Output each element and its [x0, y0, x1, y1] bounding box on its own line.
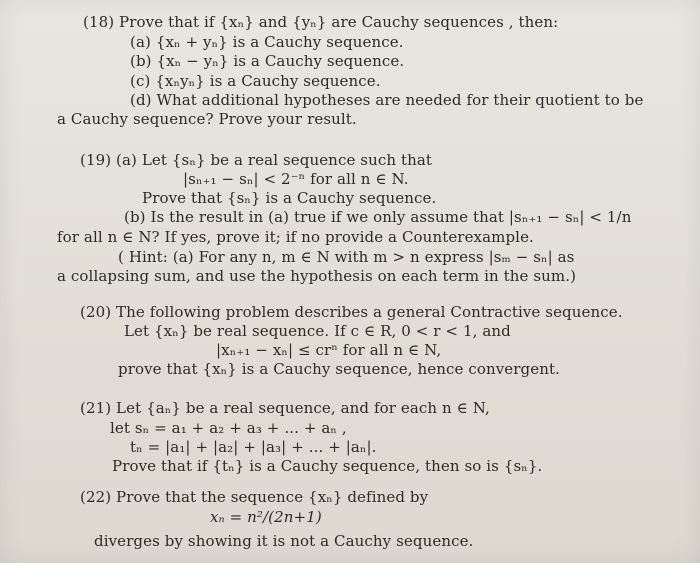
problem-20-line-4: prove that {xₙ} is a Cauchy sequence, hence convergent. — [118, 360, 560, 378]
problem-21-line-4: Prove that if {tₙ} is a Cauchy sequence, then so is {sₙ}. — [112, 457, 543, 475]
problem-18-line-2: (a) {xₙ + yₙ} is a Cauchy sequence. — [130, 33, 404, 51]
problem-18-line-5: (d) What additional hypotheses are needed for their quotient to be — [130, 91, 644, 109]
problem-19-line-5: for all n ∈ N? If yes, prove it; if no provide a Counterexample. — [57, 228, 534, 246]
problem-20-line-1: (20) The following problem describes a general Contractive sequence. — [80, 303, 623, 321]
problem-19-line-7: a collapsing sum, and use the hypothesis on each term in the sum.) — [57, 267, 577, 285]
problem-18-line-3: (b) {xₙ − yₙ} is a Cauchy sequence. — [130, 52, 405, 70]
problem-19-line-4: (b) Is the result in (a) true if we only assume that |sₙ₊₁ − sₙ| < 1/n — [124, 208, 632, 226]
problem-22-line-1: (22) Prove that the sequence {xₙ} defined by — [80, 488, 429, 506]
problem-22-formula: xₙ = n²/(2n+1) — [210, 508, 322, 526]
problem-19-line-6: ( Hint: (a) For any n, m ∈ N with m > n express |sₘ − sₙ| as — [118, 248, 575, 266]
problem-21-line-2: let sₙ = a₁ + a₂ + a₃ + ... + aₙ , — [110, 419, 347, 437]
problem-20-line-2: Let {xₙ} be real sequence. If c ∈ R, 0 < r < 1, and — [124, 322, 511, 340]
problem-18-line-6: a Cauchy sequence? Prove your result. — [57, 110, 357, 128]
problem-19-line-2: |sₙ₊₁ − sₙ| < 2⁻ⁿ for all n ∈ N. — [183, 170, 409, 188]
problem-18-line-4: (c) {xₙyₙ} is a Cauchy sequence. — [130, 72, 381, 90]
problem-22-line-3: diverges by showing it is not a Cauchy sequence. — [94, 532, 474, 550]
problem-18-line-1: (18) Prove that if {xₙ} and {yₙ} are Cauchy sequences , then: — [83, 13, 559, 31]
problem-21-line-1: (21) Let {aₙ} be a real sequence, and for each n ∈ N, — [80, 399, 490, 417]
problem-19-line-3: Prove that {sₙ} is a Cauchy sequence. — [142, 189, 437, 207]
problem-19-line-1: (19) (a) Let {sₙ} be a real sequence such that — [80, 151, 433, 169]
problem-21-line-3: tₙ = |a₁| + |a₂| + |a₃| + ... + |aₙ|. — [130, 438, 377, 456]
problem-20-line-3: |xₙ₊₁ − xₙ| ≤ crⁿ for all n ∈ N, — [216, 341, 442, 359]
